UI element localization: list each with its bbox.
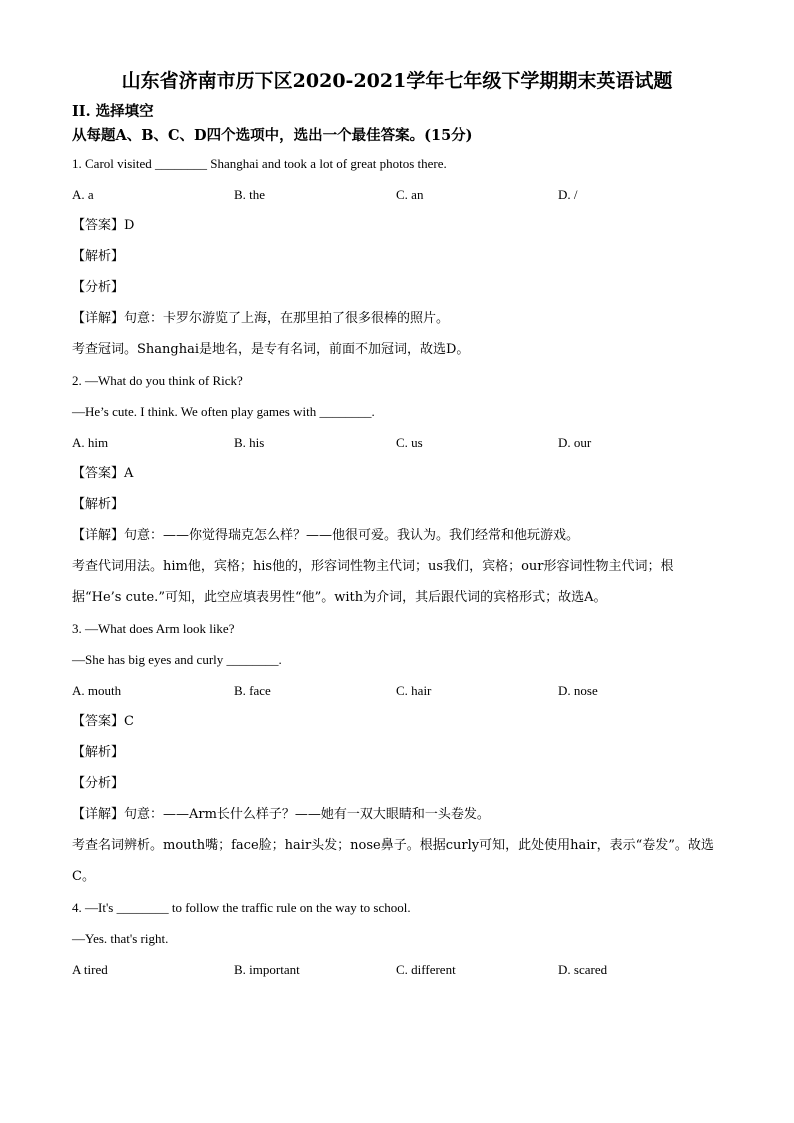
question-3-answer: 【答案】C <box>72 714 134 729</box>
option-b: B. the <box>234 187 266 202</box>
option-c: C. different <box>396 962 456 977</box>
option-d: D. our <box>558 435 592 450</box>
section-instruction: 从每题A、B、C、D四个选项中，选出一个最佳答案。(15分) <box>72 127 473 144</box>
option-c: C. hair <box>396 683 432 698</box>
question-1-detail: 【详解】句意：卡罗尔游览了上海，在那里拍了很多很棒的照片。 <box>72 311 450 326</box>
option-d: D. / <box>558 187 578 202</box>
page-title: 山东省济南市历下区2020-2021学年七年级下学期期末英语试题 <box>121 70 673 92</box>
option-a: A. a <box>72 187 94 202</box>
question-2-detail: 【详解】句意：——你觉得瑞克怎么样？——他很可爱。我认为。我们经常和他玩游戏。 <box>72 528 580 543</box>
question-3-fenxi-label: 【分析】 <box>72 776 125 791</box>
question-3-stem: 3. —What does Arm look like? <box>72 621 235 636</box>
question-2-answer: 【答案】A <box>72 466 134 481</box>
question-1-analysis-label: 【解析】 <box>72 249 125 264</box>
option-b: B. important <box>234 962 300 977</box>
question-1-options <box>72 179 722 210</box>
option-c: C. an <box>396 187 424 202</box>
question-2-explanation: 考查代词用法。him他，宾格；his他的，形容词性物主代词；us我们，宾格；our形容词性物主代词；根据“He’s cute.”可知，此空应填表男性“他”。with为介词，其后跟代词的宾格形式；故选A。 <box>72 559 674 605</box>
option-a: A tired <box>72 962 108 977</box>
question-2-stem: 2. —What do you think of Rick? <box>72 373 243 388</box>
question-4-options <box>72 954 722 985</box>
question-3-analysis-label: 【解析】 <box>72 745 125 760</box>
option-d: D. nose <box>558 683 598 698</box>
option-c: C. us <box>396 435 423 450</box>
question-2-options <box>72 427 722 458</box>
question-3-detail: 【详解】句意：——Arm长什么样子？——她有一双大眼睛和一头卷发。 <box>72 807 490 822</box>
exam-page <box>72 68 722 985</box>
question-1-stem: 1. Carol visited ________ Shanghai and took a lot of great photos there. <box>72 156 447 171</box>
question-1-answer: 【答案】D <box>72 218 135 233</box>
question-3-explanation: 考查名词辨析。mouth嘴；face脸；hair头发；nose鼻子。根据curly可知，此处使用hair，表示“卷发”。故选C。 <box>72 838 714 884</box>
option-a: A. mouth <box>72 683 122 698</box>
question-2-stem-reply: —He’s cute. I think. We often play games with ________. <box>72 404 375 419</box>
option-b: B. his <box>234 435 265 450</box>
question-4-stem-reply: —Yes. that's right. <box>72 931 169 946</box>
question-2-analysis-label: 【解析】 <box>72 497 125 512</box>
question-4-stem: 4. —It's ________ to follow the traffic rule on the way to school. <box>72 900 411 915</box>
question-3-stem-reply: —She has big eyes and curly ________. <box>72 652 282 667</box>
question-3-options <box>72 675 722 706</box>
option-a: A. him <box>72 435 109 450</box>
option-d: D. scared <box>558 962 608 977</box>
section-heading: II. 选择填空 <box>72 103 154 120</box>
question-1-fenxi-label: 【分析】 <box>72 280 125 295</box>
question-1-explanation: 考查冠词。Shanghai是地名，是专有名词，前面不加冠词，故选D。 <box>72 342 470 357</box>
option-b: B. face <box>234 683 271 698</box>
